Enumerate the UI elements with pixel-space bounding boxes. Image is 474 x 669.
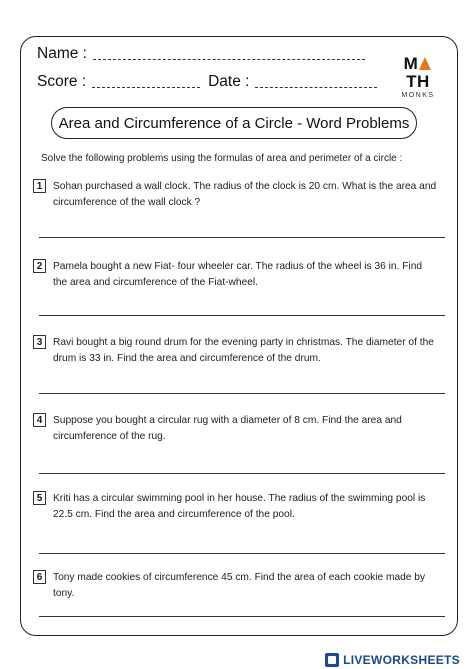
problem-text: Suppose you bought a circular rug with a diameter of 8 cm. Find the area and circumference of the rug.: [53, 415, 402, 442]
score-input-line[interactable]: [92, 87, 200, 88]
answer-line[interactable]: [39, 616, 445, 617]
name-label: Name :: [37, 45, 87, 62]
score-date-row: [37, 73, 377, 91]
problem-text: Sohan purchased a wall clock. The radius of the clock is 20 cm. What is the area and circumference of the wall clock ?: [53, 181, 437, 208]
name-input-line[interactable]: [93, 59, 365, 60]
problem-number-box: 1: [33, 179, 46, 193]
problem-text: Pamela bought a new Fiat- four wheeler car. The radius of the wheel is 36 in. Find the area and circumference of the Fiat-wheel.: [53, 261, 423, 288]
score-label: Score :: [37, 73, 87, 90]
logo-subtitle: MONKS: [401, 92, 435, 99]
liveworksheets-logo-icon: [325, 653, 339, 667]
date-label: Date :: [208, 73, 250, 90]
instructions-text: Solve the following problems using the formulas of area and perimeter of a circle :: [41, 153, 403, 164]
logo-triangle-icon: [419, 57, 431, 70]
liveworksheets-footer: [325, 653, 460, 667]
problem-number-box: 4: [33, 413, 46, 427]
answer-line[interactable]: [39, 237, 445, 238]
logo-word: MTH: [403, 54, 430, 91]
problem-text: Kriti has a circular swimming pool in her house. The radius of the swimming pool is 22.5 cm. Find the area and circumference of the pool.: [53, 493, 426, 520]
date-input-line[interactable]: [255, 87, 377, 88]
problem-number-box: 3: [33, 335, 46, 349]
mathmonks-logo: [393, 55, 443, 99]
footer-brand: LIVEWORKSHEETS: [343, 653, 460, 667]
name-row: [37, 45, 365, 63]
worksheet-frame: [20, 36, 458, 636]
answer-line[interactable]: [39, 473, 445, 474]
problem-text: Ravi bought a big round drum for the evening party in christmas. The diameter of the drum is 33 in. Find the area and circumference of the drum.: [53, 337, 434, 364]
problem-text: Tony made cookies of circumference 45 cm. Find the area of each cookie made by tony.: [53, 572, 426, 599]
answer-line[interactable]: [39, 553, 445, 554]
answer-line[interactable]: [39, 393, 445, 394]
answer-line[interactable]: [39, 315, 445, 316]
problem-number-box: 6: [33, 570, 46, 584]
problem-number-box: 5: [33, 491, 46, 505]
worksheet-title: Area and Circumference of a Circle - Word Problems: [51, 107, 417, 139]
problem-number-box: 2: [33, 259, 46, 273]
